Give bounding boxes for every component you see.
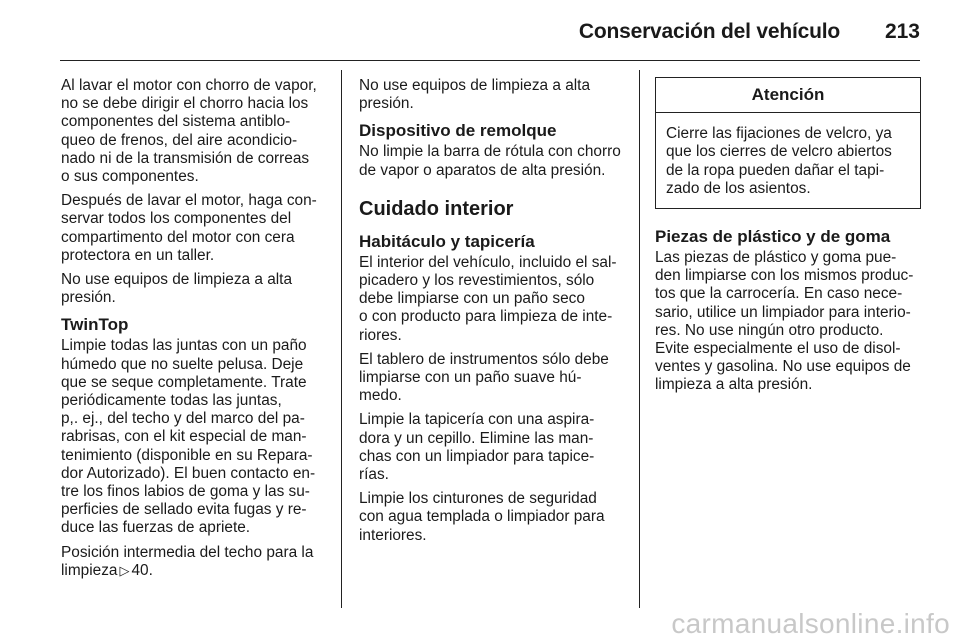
interior-cleaning-paragraph: El interior del vehículo, incluido el sal- picadero y los revestimientos, sólo debe limpiarse con un paño seco o con producto para limpieza de inte- riores. <box>359 253 617 344</box>
column-1 <box>61 77 327 586</box>
attention-title: Atención <box>656 78 920 113</box>
engine-wash-paragraph: Al lavar el motor con chorro de vapor, no se debe dirigir el chorro hacia los componentes del sistema antiblo- queo de frenos, del aire acondicio- nado ni de la transmisión de correas o sus componentes. <box>61 77 317 186</box>
plastic-rubber-paragraph: Las piezas de plástico y goma pue- den limpiarse con los mismos produc- tos que la carrocería. En caso nece- sario, utilice un limpiador para interio- res. No use ningún otro producto. Evite especialmente el uso de disol- ventes y gasolina. No use equipos de limpieza a alta presión. <box>655 249 914 394</box>
column-divider-1 <box>341 70 342 608</box>
twintop-heading: TwinTop <box>61 315 129 335</box>
column-3 <box>655 77 921 401</box>
instrument-panel-paragraph: El tablero de instrumentos sólo debe limpiarse con un paño suave hú- medo. <box>359 350 609 405</box>
section-title: Conservación del vehículo <box>578 20 840 43</box>
page-number: 213 <box>884 20 920 43</box>
plastic-rubber-heading: Piezas de plástico y de goma <box>655 227 891 247</box>
page-reference-icon: ▷ <box>119 562 130 578</box>
towing-device-heading: Dispositivo de remolque <box>359 121 557 141</box>
roof-position-paragraph <box>61 544 327 580</box>
upholstery-paragraph: Limpie la tapicería con una aspira- dora y un cepillo. Elimine las man- chas con un limpiador para tapice- rías. <box>359 411 595 484</box>
column-divider-2 <box>639 70 640 608</box>
engine-wax-paragraph: Después de lavar el motor, haga con- servar todos los componentes del compartimento del motor con cera protectora en un taller. <box>61 192 317 264</box>
roof-position-text: Posición intermedia del techo para la limpieza <box>61 543 314 579</box>
header-divider <box>60 60 920 61</box>
page-header <box>0 0 960 60</box>
column-2 <box>359 77 625 551</box>
attention-body: Cierre las fijaciones de velcro, ya que los cierres de velcro abiertos de la ropa pueden dañar el tapi- zado de los asientos. <box>666 125 892 197</box>
cabin-upholstery-heading: Habitáculo y tapicería <box>359 231 535 251</box>
twintop-paragraph: Limpie todas las juntas con un paño húmedo que no suelte pelusa. Deje que se seque completamente. Trate periódicamente todas las juntas, p,. ej., del techo y del marco del pa- rabrisas, con el kit especial de man- tenimiento (disponible en su Repara- dor Autorizado). El buen contacto en- tre los finos labios de goma y las su- perficies de sellado evita fugas y re- duce las fuerzas de apriete. <box>61 337 316 537</box>
no-high-pressure-paragraph-2: No use equipos de limpieza a alta presión. <box>359 77 591 113</box>
no-high-pressure-paragraph: No use equipos de limpieza a alta presión. <box>61 271 293 307</box>
watermark: carmanualsonline.info <box>671 608 950 639</box>
towing-device-paragraph: No limpie la barra de rótula con chorro de vapor o aparatos de alta presión. <box>359 143 621 179</box>
interior-care-heading: Cuidado interior <box>359 197 514 220</box>
seat-belts-paragraph: Limpie los cinturones de seguridad con agua templada o limpiador para interiores. <box>359 490 605 544</box>
page-reference-link[interactable]: 40. <box>131 561 153 579</box>
attention-box <box>655 77 921 209</box>
